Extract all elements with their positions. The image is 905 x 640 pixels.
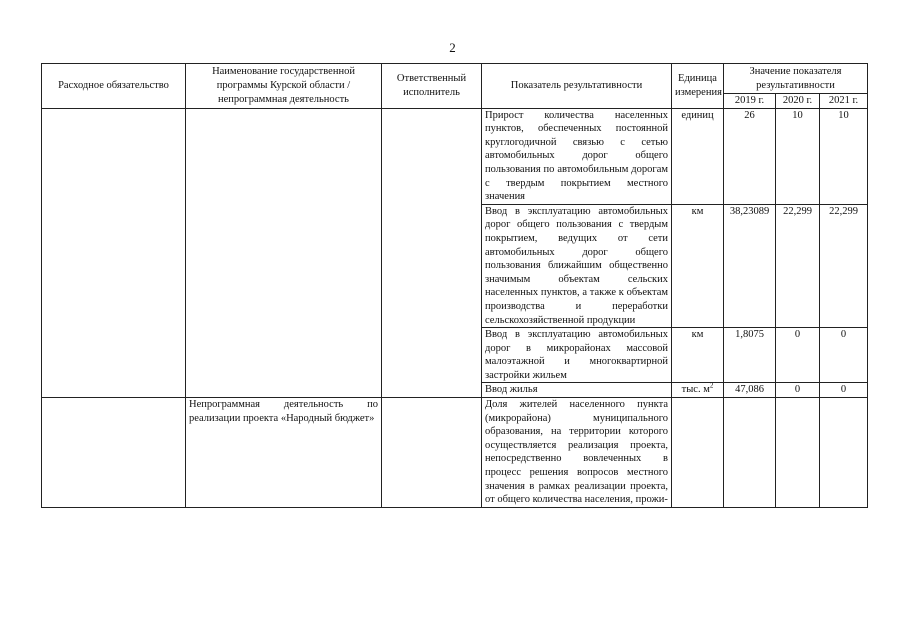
header-executor: Ответственный исполнитель <box>382 64 482 109</box>
value-2021-cell <box>820 398 868 508</box>
value-2020-cell: 0 <box>776 383 820 398</box>
value-2021-cell: 0 <box>820 328 868 383</box>
value-2021-cell: 22,299 <box>820 204 868 327</box>
obligation-cell <box>42 398 186 508</box>
unit-cell <box>672 383 724 398</box>
header-unit: Единица измерения <box>672 64 724 109</box>
unit-superscript: 2 <box>709 381 714 390</box>
unit-cell <box>672 398 724 508</box>
obligation-cell <box>42 108 186 397</box>
value-2021-cell: 10 <box>820 108 868 204</box>
value-2021-cell: 0 <box>820 383 868 398</box>
executor-cell <box>382 398 482 508</box>
value-2020-cell: 0 <box>776 328 820 383</box>
header-obligation: Расходное обязательство <box>42 64 186 109</box>
value-2019-cell <box>724 398 776 508</box>
header-year-2020: 2020 г. <box>776 94 820 109</box>
table-row <box>42 398 868 508</box>
unit-cell: км <box>672 204 724 327</box>
value-2019-cell: 1,8075 <box>724 328 776 383</box>
executor-cell <box>382 108 482 397</box>
page-number: 2 <box>449 40 456 55</box>
indicator-cell: Ввод жилья <box>482 383 672 398</box>
value-2019-cell: 47,086 <box>724 383 776 398</box>
indicators-table <box>41 63 868 508</box>
indicator-cell: Доля жителей населенного пункта (микрорайона) муниципального образования, на территории которого осуществляется реализация проекта, непосредственно вовлеченных в процесс решения вопросов местного значения в рамках реализации проекта, от общего количества населения, прожи- <box>482 398 672 508</box>
unit-cell: км <box>672 328 724 383</box>
program-cell <box>186 108 382 397</box>
indicator-cell: Прирост количества населенных пунктов, обеспеченных постоянной круглогодичной связью с сетью автомобильных дорог общего пользования по автомобильным дорогам с твердым покрытием местного значения <box>482 108 672 204</box>
indicator-cell: Ввод в эксплуатацию автомобильных дорог общего пользования с твердым покрытием, ведущих от сети автомобильных дорог общего пользования ближайшим общественно значимым объектам сельских населенных пунктов, а также к объектам производства и переработки сельскохозяйственной продукции <box>482 204 672 327</box>
indicator-cell: Ввод в эксплуатацию автомобильных дорог в микрорайонах массовой малоэтажной и многоквартирной застройки жильем <box>482 328 672 383</box>
unit-text: тыс. м <box>681 384 710 396</box>
value-2020-cell: 22,299 <box>776 204 820 327</box>
header-program: Наименование государственной программы Курской области / непрограммная деятельность <box>186 64 382 109</box>
value-2019-cell: 26 <box>724 108 776 204</box>
table-row <box>42 108 868 204</box>
header-row <box>42 64 868 94</box>
header-year-2021: 2021 г. <box>820 94 868 109</box>
value-2019-cell: 38,23089 <box>724 204 776 327</box>
header-value-group: Значение показателя результативности <box>724 64 868 94</box>
value-2020-cell: 10 <box>776 108 820 204</box>
header-year-2019: 2019 г. <box>724 94 776 109</box>
program-cell: Непрограммная деятельность по реализации проекта «Народный бюджет» <box>186 398 382 508</box>
header-indicator: Показатель результативности <box>482 64 672 109</box>
value-2020-cell <box>776 398 820 508</box>
unit-cell: единиц <box>672 108 724 204</box>
